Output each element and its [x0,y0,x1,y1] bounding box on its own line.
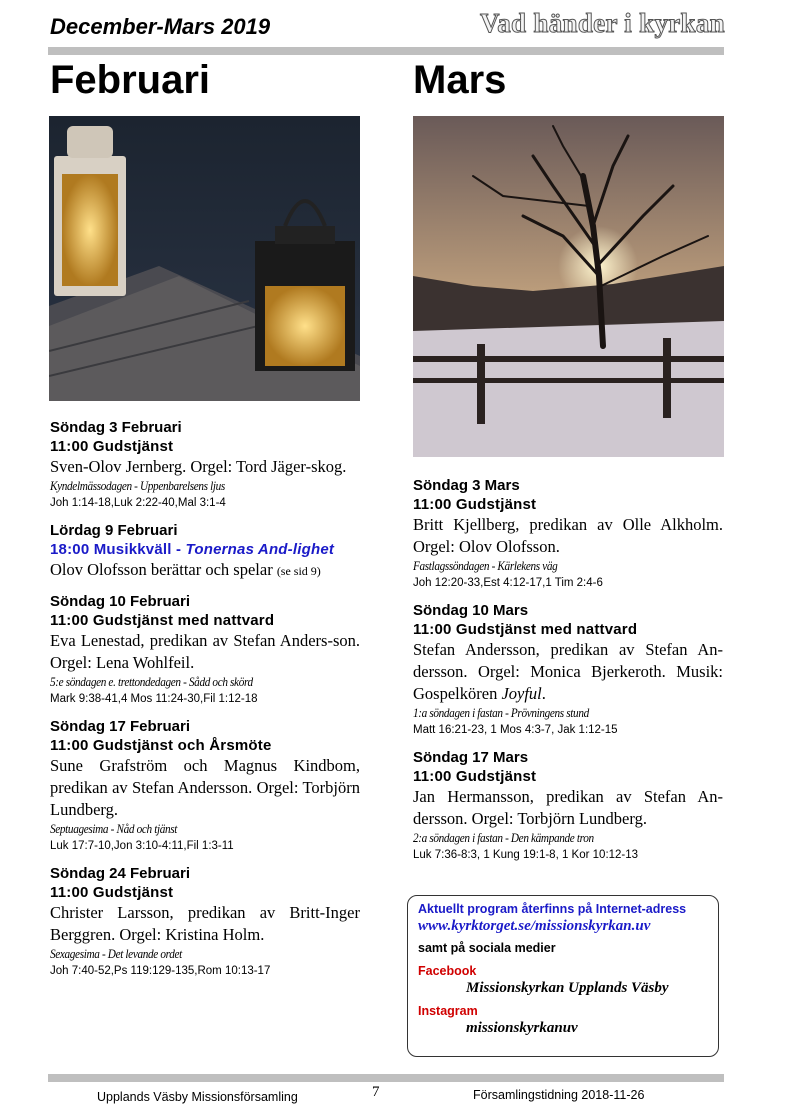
event-date: Söndag 24 Februari [50,865,191,882]
instagram-label: Instagram [418,1004,478,1018]
event-date: Söndag 3 Februari [50,419,182,436]
event-body: Sven-Olov Jernberg. Orgel: Tord Jäger-skog. [50,457,347,476]
event-sunday-theme: Fastlagssöndagen - Kärlekens väg [413,559,558,573]
event-title: 11:00 Gudstjänst [50,438,174,455]
event-mar-10 [413,601,723,738]
event-date: Söndag 10 Mars [413,602,529,619]
event-date: Lördag 9 Februari [50,522,178,539]
mars-events [413,476,723,873]
februari-events [50,418,360,989]
event-bible-refs: Joh 1:14-18,Luk 2:22-40,Mal 3:1-4 [50,497,226,509]
footer-organization: Upplands Väsby Missionsförsamling [97,1090,298,1104]
event-body-note: (se sid 9) [276,564,321,578]
header-rule [48,47,724,55]
event-body-main: Olov Olofsson berättar och spelar [50,560,273,579]
social-media-label: samt på sociala medier [418,941,556,955]
online-info-box [407,895,719,1057]
event-bible-refs: Joh 12:20-33,Est 4:12-17,1 Tim 2:4-6 [413,577,603,589]
event-feb-10 [50,592,360,707]
event-body: Sune Grafström och Magnus Kindbom, predikan av Stefan Andersson. Orgel: Torbjörn Lundberg. [50,756,360,819]
event-sunday-theme: Sexagesima - Det levande ordet [50,947,182,961]
footer-publication: Församlingstidning 2018-11-26 [473,1088,645,1102]
event-date: Söndag 17 Mars [413,749,529,766]
month-heading-mars: Mars [413,58,507,102]
event-bible-refs: Mark 9:38-41,4 Mos 11:24-30,Fil 1:12-18 [50,693,258,705]
event-sunday-theme: Septuagesima - Nåd och tjänst [50,822,178,836]
instagram-name[interactable]: missionskyrkanuv [466,1020,578,1036]
event-body: Eva Lenestad, predikan av Stefan Anders-son. Orgel: Lena Wohlfeil. [50,631,360,672]
event-title: 11:00 Gudstjänst [413,496,537,513]
issue-period: December-Mars 2019 [50,14,271,39]
event-date: Söndag 3 Mars [413,477,520,494]
winter-sunset-photo [413,116,724,457]
event-title: 11:00 Gudstjänst [50,884,174,901]
event-title: 11:00 Gudstjänst med nattvard [50,612,275,629]
event-body: Christer Larsson, predikan av Britt-Inger Berggren. Orgel: Kristina Holm. [50,903,360,944]
event-feb-9 [50,521,360,582]
event-title: 11:00 Gudstjänst och Årsmöte [50,737,272,754]
event-body: Jan Hermansson, predikan av Stefan An-dersson. Orgel: Torbjörn Lundberg. [413,787,723,828]
event-title: 11:00 Gudstjänst med nattvard [413,621,638,638]
event-feb-3 [50,418,360,511]
online-intro: Aktuellt program återfinns på Internet-adress [418,902,687,916]
event-date: Söndag 17 Februari [50,718,191,735]
page-number: 7 [372,1084,380,1100]
choir-name: Joyful [501,684,542,703]
event-mar-3 [413,476,723,591]
event-body [413,639,723,705]
event-body-end: . [541,684,546,703]
event-title-italic: Tonernas And-lighet [185,541,335,558]
footer-rule [48,1074,724,1082]
event-feb-24 [50,864,360,979]
event-sunday-theme: 2:a söndagen i fastan - Den kämpande tron [413,831,594,845]
event-body-main: Stefan Andersson, predikan av Stefan An-dersson. Orgel: Monica Bjerkeroth. Musik: Gospelkören [413,640,723,703]
event-title [50,540,360,559]
event-body: Britt Kjellberg, predikan av Olle Alkholm. Orgel: Olov Olofsson. [413,515,723,556]
event-bible-refs: Joh 7:40-52,Ps 119:129-135,Rom 10:13-17 [50,965,271,977]
event-bible-refs: Matt 16:21-23, 1 Mos 4:3-7, Jak 1:12-15 [413,724,618,736]
event-sunday-theme: 1:a söndagen i fastan - Prövningens stund [413,706,589,720]
event-mar-17 [413,748,723,863]
event-feb-17 [50,717,360,854]
month-heading-februari: Februari [50,58,211,102]
event-sunday-theme: Kyndelmässodagen - Uppenbarelsens ljus [50,479,225,493]
lanterns-photo [49,116,360,401]
event-sunday-theme: 5:e söndagen e. trettondedagen - Sådd och skörd [50,675,253,689]
event-date: Söndag 10 Februari [50,593,191,610]
website-link[interactable]: www.kyrktorget.se/missionskyrkan.uv [418,918,651,934]
event-title: 11:00 Gudstjänst [413,768,537,785]
event-title-main: 18:00 Musikkväll - [50,541,186,558]
event-body [50,559,360,582]
event-bible-refs: Luk 17:7-10,Jon 3:10-4:11,Fil 1:3-11 [50,840,234,852]
event-bible-refs: Luk 7:36-8:3, 1 Kung 19:1-8, 1 Kor 10:12-13 [413,849,639,861]
section-title: Vad händer i kyrkan [479,8,725,38]
facebook-label: Facebook [418,964,477,978]
facebook-name[interactable]: Missionskyrkan Upplands Väsby [466,980,669,996]
